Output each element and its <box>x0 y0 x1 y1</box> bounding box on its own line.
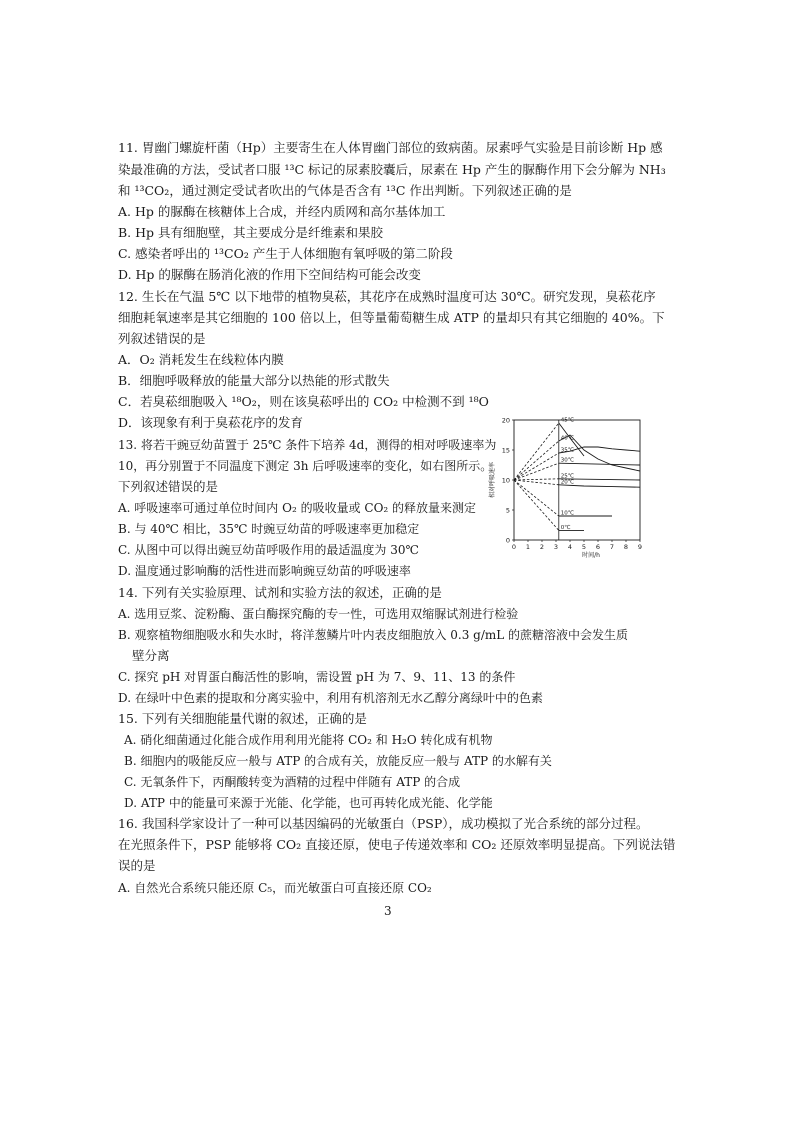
q11-stem-line3: 和 ¹³CO₂，通过测定受试者吹出的气体是否含有 ¹³C 作出判断。下列叙述正确的是 <box>118 183 572 198</box>
x-tick-label: 3 <box>553 543 559 551</box>
x-tick-label: 2 <box>539 543 545 551</box>
series-label-0: 45℃ <box>560 417 574 424</box>
q13-option-d: D. 温度通过影响酶的活性进而影响豌豆幼苗的呼吸速率 <box>118 564 411 578</box>
q12-option-b: B．细胞呼吸释放的能量大部分以热能的形式散失 <box>118 373 390 388</box>
q16-stem-line3: 误的是 <box>118 858 156 873</box>
q11-option-c: C. 感染者呼出的 ¹³CO₂ 产生于人体细胞有氧呼吸的第二阶段 <box>118 246 453 261</box>
x-axis-label: 时间/h <box>582 552 600 559</box>
q13-stem-line2: 10，再分别置于不同温度下测定 3h 后呼吸速率的变化，如右图所示。 <box>118 459 493 473</box>
x-tick-label: 1 <box>525 543 531 551</box>
series-dashed-4 <box>514 479 559 480</box>
q14-option-b-line1: B. 观察植物细胞吸水和失水时，将洋葱鳞片叶内表皮细胞放入 0.3 g/mL 的蔗糖溶液中会发生质 <box>118 628 629 642</box>
series-label-2: 35℃ <box>560 447 574 454</box>
y-tick-label: 0 <box>505 536 510 545</box>
series-dashed-5 <box>514 480 559 485</box>
q12-stem-line3: 列叙述错误的是 <box>118 331 206 346</box>
q12-stem-line2: 细胞耗氧速率是其它细胞的 100 倍以上，但等量葡萄糖生成 ATP 的量却只有其它细胞的 40%。下 <box>118 310 665 325</box>
q11-option-a: A. Hp 的脲酶在核糖体上合成，并经内质网和高尔基体加工 <box>118 204 446 219</box>
q14-option-b-line2: 壁分离 <box>132 648 170 663</box>
x-tick-label: 8 <box>623 543 629 551</box>
series-label-3: 30℃ <box>560 457 574 464</box>
series-dashed-7 <box>514 480 559 530</box>
q11-option-d: D. Hp 的脲酶在肠消化液的作用下空间结构可能会改变 <box>118 267 421 282</box>
q13-option-c: C. 从图中可以得出豌豆幼苗呼吸作用的最适温度为 30℃ <box>118 543 419 557</box>
y-tick-label: 20 <box>501 416 510 425</box>
q15-stem-line1: 15. 下列有关细胞能量代谢的叙述，正确的是 <box>118 711 367 726</box>
series-dashed-2 <box>514 453 559 480</box>
q11-option-b: B. Hp 具有细胞壁，其主要成分是纤维素和果胶 <box>118 225 384 240</box>
q13-option-a: A. 呼吸速率可通过单位时间内 O₂ 的吸收量或 CO₂ 的释放量来测定 <box>118 501 477 515</box>
series-label-7: 0℃ <box>560 524 571 531</box>
q14-option-d: D. 在绿叶中色素的提取和分离实验中，利用有机溶剂无水乙醇分离绿叶中的色素 <box>118 691 543 705</box>
series-label-4: 25℃ <box>560 473 574 480</box>
y-tick-label: 10 <box>501 476 510 485</box>
q14-option-a: A. 选用豆浆、淀粉酶、蛋白酶探究酶的专一性，可选用双缩脲试剂进行检验 <box>118 607 519 621</box>
x-tick-label: 9 <box>637 543 643 551</box>
q12-option-d: D．该现象有利于臭菘花序的发育 <box>118 415 304 430</box>
q13-stem-line3: 下列叙述错误的是 <box>118 479 219 494</box>
q12-option-c: C．若臭菘细胞吸入 ¹⁸O₂，则在该臭菘呼出的 CO₂ 中检测不到 ¹⁸O <box>118 394 489 409</box>
series-dashed-1 <box>514 441 559 480</box>
series-label-5: 20℃ <box>560 479 574 486</box>
q16-stem-line1: 16. 我国科学家设计了一种可以基因编码的光敏蛋白（PSP），成功模拟了光合系统的部分过程。 <box>118 816 649 831</box>
q16-option-a: A. 自然光合系统只能还原 C₅，而光敏蛋白可直接还原 CO₂ <box>118 881 432 895</box>
q15-option-d: D. ATP 中的能量可来源于光能、化学能，也可再转化成光能、化学能 <box>124 796 493 810</box>
q15-option-b: B. 细胞内的吸能反应一般与 ATP 的合成有关，放能反应一般与 ATP 的水解有关 <box>124 754 552 768</box>
page-number: 3 <box>384 904 392 918</box>
y-axis-label: 相对呼吸速率 <box>489 461 496 499</box>
x-tick-label: 5 <box>581 543 587 551</box>
q13-option-b: B. 与 40℃ 相比，35℃ 时豌豆幼苗的呼吸速率更加稳定 <box>118 522 420 536</box>
q11-stem-line1: 11. 胃幽门螺旋杆菌（Hp）主要寄生在人体胃幽门部位的致病菌。尿素呼气实验是目前诊断 Hp 感 <box>118 140 663 155</box>
x-tick-label: 4 <box>567 543 573 551</box>
q16-stem-line2: 在光照条件下，PSP 能够将 CO₂ 直接还原，使电子传递效率和 CO₂ 还原效率明显提高。下列说法错 <box>118 837 676 852</box>
x-tick-label: 6 <box>595 543 601 551</box>
respiration-rate-chart <box>488 410 648 560</box>
q12-option-a: A．O₂ 消耗发生在线粒体内膜 <box>118 352 284 367</box>
q15-option-c: C. 无氧条件下，丙酮酸转变为酒精的过程中伴随有 ATP 的合成 <box>124 775 461 789</box>
q12-stem-line1: 12. 生长在气温 5℃ 以下地带的植物臭菘，其花序在成熟时温度可达 30℃。研究发现，臭菘花序 <box>118 289 656 304</box>
q13-stem-line1: 13. 将若干豌豆幼苗置于 25℃ 条件下培养 4d，测得的相对呼吸速率为 <box>118 438 497 452</box>
series-dashed-6 <box>514 480 559 516</box>
q15-option-a: A. 硝化细菌通过化能合成作用利用光能将 CO₂ 和 H₂O 转化成有机物 <box>124 733 493 747</box>
series-label-6: 10℃ <box>560 510 574 517</box>
q11-stem-line2: 染最准确的方法，受试者口服 ¹³C 标记的尿素胶囊后，尿素在 Hp 产生的脲酶作用下会分解为 NH₃ <box>118 162 666 177</box>
y-tick-label: 15 <box>501 446 510 455</box>
q14-option-c: C. 探究 pH 对胃蛋白酶活性的影响，需设置 pH 为 7、9、11、13 的条件 <box>118 670 516 684</box>
q14-stem-line1: 14. 下列有关实验原理、试剂和实验方法的叙述，正确的是 <box>118 585 442 600</box>
series-label-1: 40℃ <box>560 435 574 442</box>
x-tick-label: 7 <box>609 543 615 551</box>
x-tick-label: 0 <box>511 543 517 551</box>
y-tick-label: 5 <box>505 506 510 515</box>
